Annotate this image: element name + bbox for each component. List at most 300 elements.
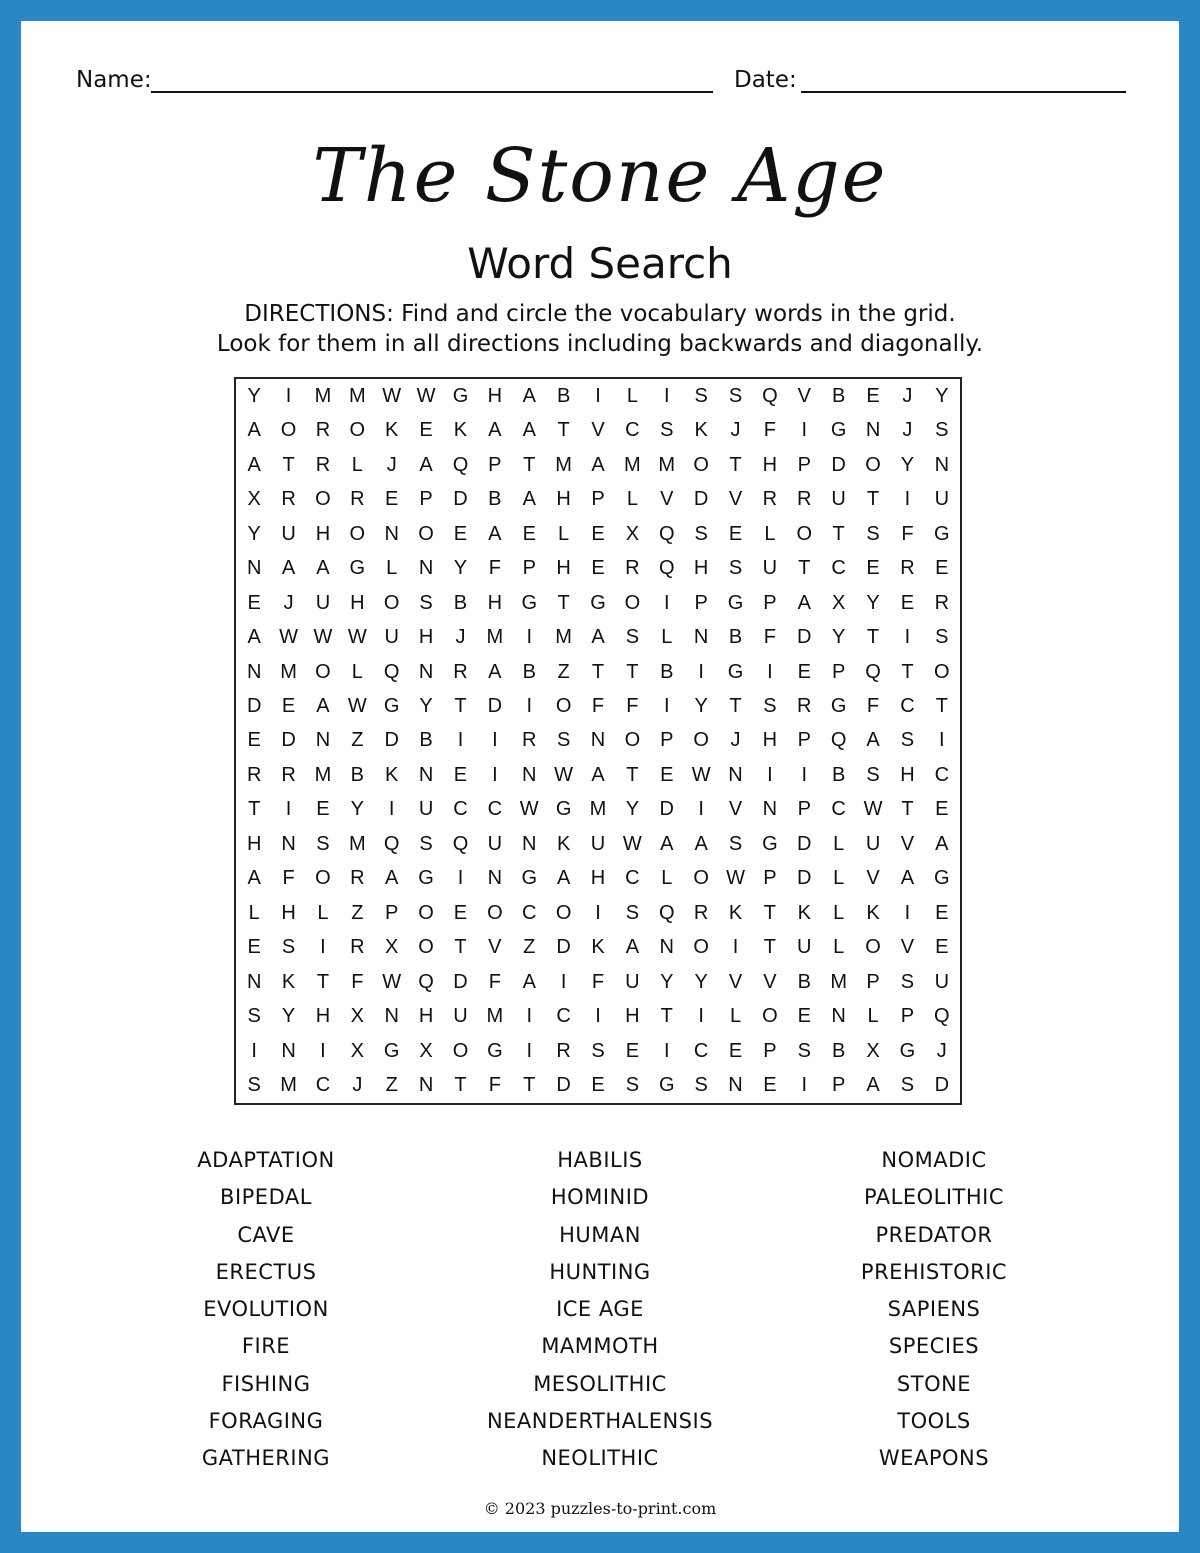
grid-cell[interactable]: F [763,419,776,442]
grid-cell[interactable]: K [281,970,296,993]
grid-cell[interactable]: G [452,384,469,407]
grid-cell[interactable]: N [659,936,674,959]
grid-cell[interactable]: O [418,522,434,545]
grid-cell[interactable]: E [316,798,330,821]
grid-cell[interactable]: A [247,626,261,649]
grid-cell[interactable]: H [418,1005,434,1028]
grid-cell[interactable]: R [281,763,296,786]
grid-cell[interactable]: M [280,660,297,683]
grid-cell[interactable]: O [934,660,950,683]
grid-cell[interactable]: I [904,626,911,649]
grid-cell[interactable]: I [904,488,911,511]
grid-cell[interactable]: K [866,901,880,924]
grid-cell[interactable]: A [694,832,708,855]
grid-cell[interactable]: E [728,522,743,545]
grid-cell[interactable]: J [730,729,741,752]
grid-cell[interactable]: M [555,453,572,476]
grid-cell[interactable]: D [693,488,709,511]
grid-cell[interactable]: F [488,1074,501,1097]
grid-cell[interactable]: R [934,591,950,614]
grid-cell[interactable]: M [486,1005,504,1028]
grid-cell[interactable]: I [663,1039,670,1062]
grid-cell[interactable]: L [729,1005,742,1028]
grid-cell[interactable]: O [349,419,366,442]
grid-cell[interactable]: O [865,453,881,476]
grid-cell[interactable]: E [591,522,605,545]
grid-cell[interactable]: U [418,798,434,821]
grid-cell[interactable]: F [626,695,639,718]
grid-cell[interactable]: T [591,660,605,683]
grid-cell[interactable]: N [384,522,399,545]
grid-cell[interactable]: C [693,1039,709,1062]
grid-cell[interactable]: S [728,557,743,580]
grid-cell[interactable]: N [315,729,331,752]
grid-cell[interactable]: H [762,729,778,752]
grid-cell[interactable]: T [901,660,914,683]
grid-cell[interactable]: E [797,660,811,683]
grid-cell[interactable]: X [350,1005,364,1028]
grid-cell[interactable]: R [556,1039,571,1062]
grid-cell[interactable]: F [591,970,605,993]
grid-cell[interactable]: N [728,763,743,786]
grid-cell[interactable]: S [728,384,743,407]
grid-cell[interactable]: V [900,832,915,855]
grid-cell[interactable]: G [383,695,400,718]
grid-cell[interactable]: A [385,867,399,890]
grid-cell[interactable]: J [730,419,741,442]
grid-cell[interactable]: D [797,626,812,649]
grid-cell[interactable]: G [487,1039,503,1062]
grid-cell[interactable]: U [453,1005,468,1028]
grid-cell[interactable]: P [419,488,433,511]
grid-cell[interactable]: C [900,695,915,718]
grid-cell[interactable]: K [556,832,571,855]
grid-cell[interactable]: U [281,522,296,545]
grid-cell[interactable]: I [767,660,773,683]
grid-cell[interactable]: G [555,798,572,821]
grid-cell[interactable]: I [457,867,464,890]
grid-cell[interactable]: O [693,453,709,476]
grid-cell[interactable]: Y [900,453,915,476]
grid-cell[interactable]: E [385,488,399,511]
grid-cell[interactable]: E [247,729,261,752]
grid-cell[interactable]: A [281,557,296,580]
grid-cell[interactable]: S [316,832,330,855]
grid-cell[interactable]: U [315,591,331,614]
grid-cell[interactable]: E [728,1039,743,1062]
grid-cell[interactable]: L [386,557,398,580]
grid-cell[interactable]: I [526,626,533,649]
grid-cell[interactable]: H [487,591,503,614]
grid-cell[interactable]: V [866,867,880,890]
grid-cell[interactable]: C [625,419,640,442]
grid-cell[interactable]: E [419,419,433,442]
grid-cell[interactable]: X [831,591,846,614]
grid-cell[interactable]: W [313,626,333,649]
grid-cell[interactable]: A [866,1074,880,1097]
grid-cell[interactable]: P [763,1039,777,1062]
grid-cell[interactable]: P [591,488,605,511]
grid-cell[interactable]: Q [658,557,675,580]
grid-cell[interactable]: Y [660,970,674,993]
grid-cell[interactable]: T [248,798,261,821]
grid-cell[interactable]: B [488,488,502,511]
grid-cell[interactable]: K [728,901,743,924]
grid-cell[interactable]: R [350,867,365,890]
grid-cell[interactable]: V [728,488,743,511]
grid-cell[interactable]: B [453,591,468,614]
grid-cell[interactable]: I [285,384,292,407]
grid-cell[interactable]: W [416,384,436,407]
grid-cell[interactable]: T [729,695,742,718]
grid-cell[interactable]: O [693,867,709,890]
grid-cell[interactable]: U [934,488,950,511]
grid-cell[interactable]: G [830,419,847,442]
grid-cell[interactable]: E [866,384,880,407]
grid-cell[interactable]: I [388,798,395,821]
grid-cell[interactable]: V [488,936,502,959]
grid-cell[interactable]: P [866,970,880,993]
grid-cell[interactable]: N [865,419,881,442]
date-field[interactable] [801,91,1126,93]
grid-cell[interactable]: Y [247,384,261,407]
grid-cell[interactable]: Q [762,384,778,407]
grid-cell[interactable]: I [595,901,601,924]
grid-cell[interactable]: H [556,488,571,511]
grid-cell[interactable]: U [934,970,950,993]
grid-cell[interactable]: U [487,832,503,855]
grid-cell[interactable]: W [382,384,402,407]
grid-cell[interactable]: P [797,729,811,752]
grid-cell[interactable]: Z [351,729,364,752]
grid-cell[interactable]: H [693,557,709,580]
grid-cell[interactable]: A [247,419,261,442]
grid-cell[interactable]: T [660,1005,673,1028]
grid-cell[interactable]: S [419,591,433,614]
grid-cell[interactable]: U [797,936,812,959]
grid-cell[interactable]: H [315,1005,331,1028]
grid-cell[interactable]: Y [419,695,433,718]
grid-cell[interactable]: F [488,557,501,580]
grid-cell[interactable]: J [902,419,913,442]
grid-cell[interactable]: E [247,591,261,614]
grid-cell[interactable]: N [246,557,262,580]
grid-cell[interactable]: O [487,901,503,924]
grid-cell[interactable]: A [591,626,605,649]
grid-cell[interactable]: U [865,832,881,855]
grid-cell[interactable]: Q [934,1005,950,1028]
grid-cell[interactable]: O [693,936,709,959]
grid-cell[interactable]: A [556,867,571,890]
grid-cell[interactable]: I [801,1074,808,1097]
grid-cell[interactable]: I [663,591,670,614]
grid-cell[interactable]: I [320,1039,326,1062]
grid-cell[interactable]: W [279,626,298,649]
grid-cell[interactable]: W [519,798,539,821]
grid-cell[interactable]: P [694,591,708,614]
grid-cell[interactable]: M [314,384,332,407]
grid-cell[interactable]: U [762,557,778,580]
grid-cell[interactable]: B [831,384,846,407]
grid-cell[interactable]: T [557,591,570,614]
grid-cell[interactable]: E [935,557,949,580]
grid-cell[interactable]: A [488,660,502,683]
grid-cell[interactable]: S [866,763,880,786]
grid-cell[interactable]: R [762,488,778,511]
grid-cell[interactable]: S [694,384,708,407]
grid-cell[interactable]: A [247,867,261,890]
grid-cell[interactable]: Y [694,970,708,993]
grid-cell[interactable]: O [452,1039,469,1062]
grid-cell[interactable]: D [934,1074,950,1097]
grid-cell[interactable]: X [866,1039,880,1062]
grid-cell[interactable]: B [728,626,743,649]
grid-cell[interactable]: O [555,695,572,718]
grid-cell[interactable]: M [348,832,366,855]
grid-cell[interactable]: R [246,763,262,786]
grid-cell[interactable]: Y [453,557,468,580]
grid-cell[interactable]: N [418,1074,434,1097]
grid-cell[interactable]: P [831,1074,846,1097]
grid-cell[interactable]: I [801,763,808,786]
grid-cell[interactable]: I [595,384,601,407]
grid-cell[interactable]: D [556,936,571,959]
grid-cell[interactable]: I [560,970,567,993]
grid-cell[interactable]: V [728,798,743,821]
grid-cell[interactable]: G [521,867,538,890]
grid-cell[interactable]: O [418,936,434,959]
grid-cell[interactable]: I [526,695,533,718]
grid-cell[interactable]: V [900,936,915,959]
grid-cell[interactable]: V [591,419,605,442]
grid-cell[interactable]: Q [452,453,469,476]
grid-cell[interactable]: E [453,522,468,545]
grid-cell[interactable]: F [591,695,605,718]
grid-cell[interactable]: G [590,591,606,614]
grid-cell[interactable]: O [624,729,641,752]
grid-cell[interactable]: X [419,1039,433,1062]
grid-cell[interactable]: Q [452,832,469,855]
grid-cell[interactable]: A [591,453,605,476]
grid-cell[interactable]: O [315,660,331,683]
grid-cell[interactable]: M [348,384,366,407]
grid-cell[interactable]: O [693,729,709,752]
grid-cell[interactable]: T [901,798,914,821]
grid-cell[interactable]: J [936,1039,947,1062]
grid-cell[interactable]: M [555,626,572,649]
grid-cell[interactable]: G [418,867,434,890]
grid-cell[interactable]: G [830,695,847,718]
grid-cell[interactable]: T [454,936,467,959]
grid-cell[interactable]: E [591,557,605,580]
grid-cell[interactable]: S [660,419,674,442]
grid-cell[interactable]: D [384,729,399,752]
grid-cell[interactable]: B [556,384,571,407]
grid-cell[interactable]: I [526,1039,533,1062]
grid-cell[interactable]: E [453,901,468,924]
grid-cell[interactable]: L [661,867,673,890]
grid-cell[interactable]: G [934,522,950,545]
grid-cell[interactable]: J [902,384,913,407]
grid-cell[interactable]: R [625,557,640,580]
grid-cell[interactable]: O [624,591,641,614]
grid-cell[interactable]: I [663,384,670,407]
grid-cell[interactable]: C [934,763,950,786]
grid-cell[interactable]: S [866,522,880,545]
grid-cell[interactable]: E [797,1005,811,1028]
grid-cell[interactable]: E [453,763,468,786]
grid-cell[interactable]: P [797,798,811,821]
grid-cell[interactable]: S [419,832,433,855]
grid-cell[interactable]: V [797,384,811,407]
grid-cell[interactable]: K [385,763,399,786]
grid-cell[interactable]: T [866,626,880,649]
grid-cell[interactable]: E [591,1074,605,1097]
grid-cell[interactable]: N [831,1005,846,1028]
grid-cell[interactable]: P [385,901,399,924]
grid-cell[interactable]: S [694,522,708,545]
grid-cell[interactable]: T [626,660,639,683]
grid-cell[interactable]: L [833,901,845,924]
grid-cell[interactable]: Q [383,660,400,683]
grid-cell[interactable]: M [658,453,676,476]
grid-cell[interactable]: L [351,660,363,683]
grid-cell[interactable]: S [900,1074,915,1097]
grid-cell[interactable]: V [728,970,743,993]
grid-cell[interactable]: A [488,419,502,442]
grid-cell[interactable]: Q [830,729,847,752]
grid-cell[interactable]: A [797,591,811,614]
grid-cell[interactable]: N [487,867,503,890]
grid-cell[interactable]: S [281,936,296,959]
grid-cell[interactable]: E [625,1039,640,1062]
grid-cell[interactable]: X [625,522,640,545]
grid-cell[interactable]: T [626,763,639,786]
grid-cell[interactable]: S [797,1039,811,1062]
grid-cell[interactable]: N [281,1039,296,1062]
grid-cell[interactable]: E [935,798,949,821]
grid-cell[interactable]: H [762,453,778,476]
grid-cell[interactable]: T [798,557,811,580]
grid-cell[interactable]: C [625,867,640,890]
grid-cell[interactable]: P [831,660,846,683]
grid-cell[interactable]: Y [694,695,708,718]
grid-cell[interactable]: L [833,832,845,855]
grid-cell[interactable]: S [900,970,915,993]
grid-cell[interactable]: E [660,763,674,786]
grid-cell[interactable]: Q [383,832,400,855]
grid-cell[interactable]: G [762,832,778,855]
grid-cell[interactable]: Z [523,936,536,959]
grid-cell[interactable]: S [591,1039,605,1062]
grid-cell[interactable]: H [900,763,915,786]
grid-cell[interactable]: N [418,660,434,683]
grid-cell[interactable]: L [317,901,329,924]
grid-cell[interactable]: J [386,453,397,476]
grid-cell[interactable]: K [591,936,605,959]
grid-cell[interactable]: L [833,867,845,890]
grid-cell[interactable]: A [935,832,949,855]
grid-cell[interactable]: D [453,970,468,993]
grid-cell[interactable]: B [831,1039,846,1062]
name-field[interactable] [151,91,713,93]
grid-cell[interactable]: I [767,763,773,786]
grid-cell[interactable]: S [763,695,777,718]
grid-cell[interactable]: I [492,763,498,786]
grid-cell[interactable]: L [351,453,363,476]
grid-cell[interactable]: W [554,763,574,786]
grid-cell[interactable]: F [488,970,501,993]
grid-cell[interactable]: N [728,1074,743,1097]
grid-cell[interactable]: W [347,695,367,718]
grid-cell[interactable]: U [590,832,606,855]
grid-cell[interactable]: I [698,1005,704,1028]
grid-cell[interactable]: I [698,798,704,821]
grid-cell[interactable]: L [248,901,260,924]
grid-cell[interactable]: Y [866,591,880,614]
grid-cell[interactable]: T [832,522,845,545]
grid-cell[interactable]: G [521,591,538,614]
grid-cell[interactable]: D [487,695,503,718]
grid-cell[interactable]: Z [351,901,364,924]
grid-cell[interactable]: R [693,901,709,924]
grid-cell[interactable]: N [246,660,262,683]
grid-cell[interactable]: R [281,488,296,511]
grid-cell[interactable]: X [385,936,399,959]
grid-cell[interactable]: S [625,626,640,649]
grid-cell[interactable]: U [831,488,846,511]
grid-cell[interactable]: N [522,832,537,855]
grid-cell[interactable]: C [556,1005,571,1028]
grid-cell[interactable]: O [762,1005,778,1028]
grid-cell[interactable]: R [797,488,812,511]
grid-cell[interactable]: N [418,557,434,580]
grid-cell[interactable]: E [935,936,949,959]
grid-cell[interactable]: B [797,970,811,993]
grid-cell[interactable]: H [315,522,331,545]
grid-cell[interactable]: T [454,695,467,718]
grid-cell[interactable]: N [418,763,434,786]
grid-cell[interactable]: I [904,901,911,924]
grid-cell[interactable]: A [419,453,433,476]
grid-cell[interactable]: A [522,419,536,442]
grid-cell[interactable]: T [454,1074,467,1097]
grid-cell[interactable]: L [764,522,776,545]
grid-cell[interactable]: H [487,384,503,407]
grid-cell[interactable]: E [522,522,536,545]
grid-cell[interactable]: K [385,419,399,442]
grid-cell[interactable]: W [691,763,711,786]
grid-cell[interactable]: D [281,729,296,752]
grid-cell[interactable]: K [453,419,468,442]
grid-cell[interactable]: E [900,591,915,614]
grid-cell[interactable]: Z [557,660,570,683]
grid-cell[interactable]: S [625,1074,640,1097]
grid-cell[interactable]: O [315,488,331,511]
grid-cell[interactable]: S [556,729,571,752]
grid-cell[interactable]: L [626,384,638,407]
grid-cell[interactable]: R [350,936,365,959]
grid-cell[interactable]: P [900,1005,915,1028]
grid-cell[interactable]: B [660,660,674,683]
grid-cell[interactable]: Y [247,522,261,545]
grid-cell[interactable]: M [830,970,847,993]
grid-cell[interactable]: T [763,901,776,924]
grid-cell[interactable]: P [763,867,777,890]
grid-cell[interactable]: E [281,695,296,718]
grid-cell[interactable]: F [901,522,914,545]
grid-cell[interactable]: C [522,901,537,924]
